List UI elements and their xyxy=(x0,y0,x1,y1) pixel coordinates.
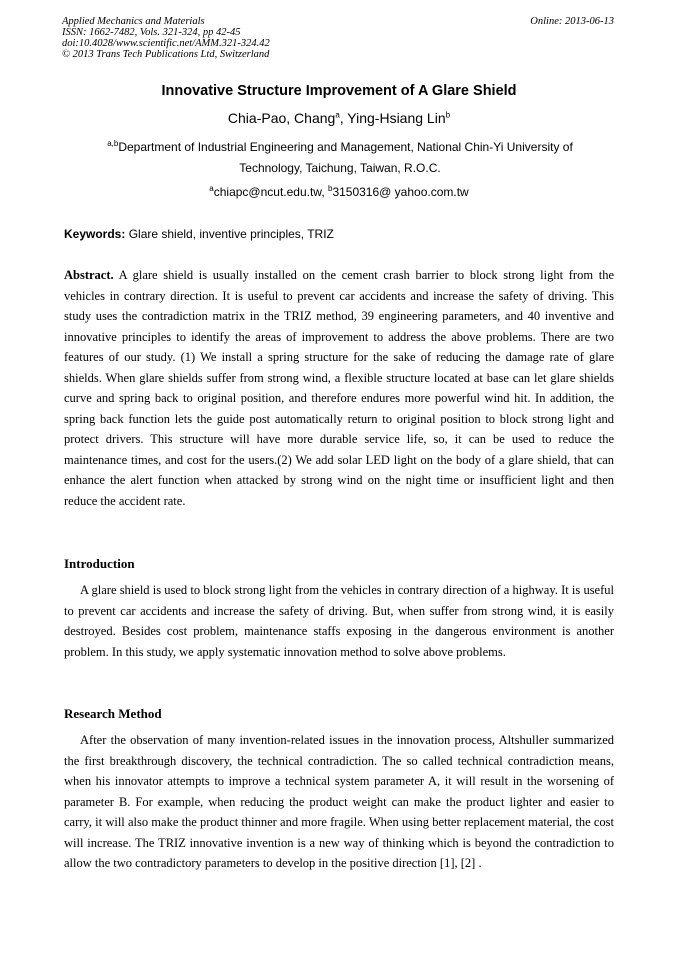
author-2-affil-mark: b xyxy=(445,110,451,120)
journal-name: Applied Mechanics and Materials xyxy=(62,16,205,27)
author-separator: , xyxy=(339,110,348,126)
affiliation xyxy=(80,137,600,179)
email-b[interactable]: 3150316@ yahoo.com.tw xyxy=(332,185,469,199)
keywords xyxy=(64,227,334,241)
affiliation-text: Department of Industrial Engineering and Management, National Chin-Yi University of Technology, Taichung, Taiwan, R.O.C. xyxy=(118,140,573,175)
affiliation-mark: a,b xyxy=(107,139,119,148)
abstract xyxy=(64,265,614,511)
email-a[interactable]: chiapc@ncut.edu.tw, xyxy=(213,185,328,199)
abstract-text: A glare shield is usually installed on the cement crash barrier to block strong light from the vehicles in contrary direction. It is useful to prevent car accidents and increase the safety of driving. This study uses the contradiction matrix in the TRIZ method, 39 engineering parameters, and 40 inventive and innovative principles to identify the areas of improvement to address the above problems. There are two features of our study. (1) We install a spring structure for the sake of reducing the damage rate of glare shields. When glare shields suffer from strong wind, a flexible structure located at base can let glare shields curve and spring back to original position, and therefore endures more powerful wind hit. In addition, the spring back function lets the guide post automatically return to original position to block strong light and protect drivers. This structure will have more durable service life, so, it can be used to reduce the maintenance times, and cost for the users.(2) We add solar LED light on the body of a glare shield, that can enhance the alert function when attacked by strong wind on the night time or insufficient light and then reduce the accident rate. xyxy=(64,268,614,508)
keywords-text: Glare shield, inventive principles, TRIZ xyxy=(125,227,334,241)
paper-title: Innovative Structure Improvement of A Glare Shield xyxy=(161,83,517,99)
introduction-heading: Introduction xyxy=(64,556,135,571)
abstract-label: Abstract. xyxy=(64,268,114,282)
author-2: Ying-Hsiang Lin xyxy=(347,110,446,126)
issn-line: ISSN: 1662-7482, Vols. 321-324, pp 42-45 xyxy=(62,27,241,38)
email-b-mark: b xyxy=(327,184,333,193)
keywords-label: Keywords: xyxy=(64,227,126,241)
email-line xyxy=(0,185,678,199)
research-method-text: After the observation of many invention-related issues in the innovation process, Altshuller summarized the first breakthrough discovery, the technical contradiction. The so called technical contradiction means, when his innovator attempts to improve a technical system parameter A, it will result in the worsening of parameter B. For example, when reducing the product weight can make the product lighter and easier to carry, it will also make the product thinner and more fragile. When using better replacement material, the cost will increase. The TRIZ innovative invention is a new way of thinking which is beyond the contradiction to allow the two contradictory parameters to develop in the positive direction [1], [2] . xyxy=(64,733,614,870)
doi-line[interactable]: doi:10.4028/www.scientific.net/AMM.321-324.42 xyxy=(62,38,270,49)
author-1-affil-mark: a xyxy=(335,110,340,120)
online-date: Online: 2013-06-13 xyxy=(530,16,614,27)
introduction-text: A glare shield is used to block strong light from the vehicles in contrary direction of a highway. It is useful to prevent car accidents and increase the safety of driving. But, when suffer from strong wind, it is easily destroyed. Besides cost problem, maintenance staffs exposing in the dangerous environment is another problem. In this study, we apply systematic innovation method to solve above problems. xyxy=(64,583,614,659)
author-line xyxy=(0,110,678,126)
copyright-line: © 2013 Trans Tech Publications Ltd, Switzerland xyxy=(62,49,270,60)
research-method-heading: Research Method xyxy=(64,706,162,721)
author-1: Chia-Pao, Chang xyxy=(227,110,336,126)
email-a-mark: a xyxy=(209,184,214,193)
journal-header xyxy=(62,16,270,60)
